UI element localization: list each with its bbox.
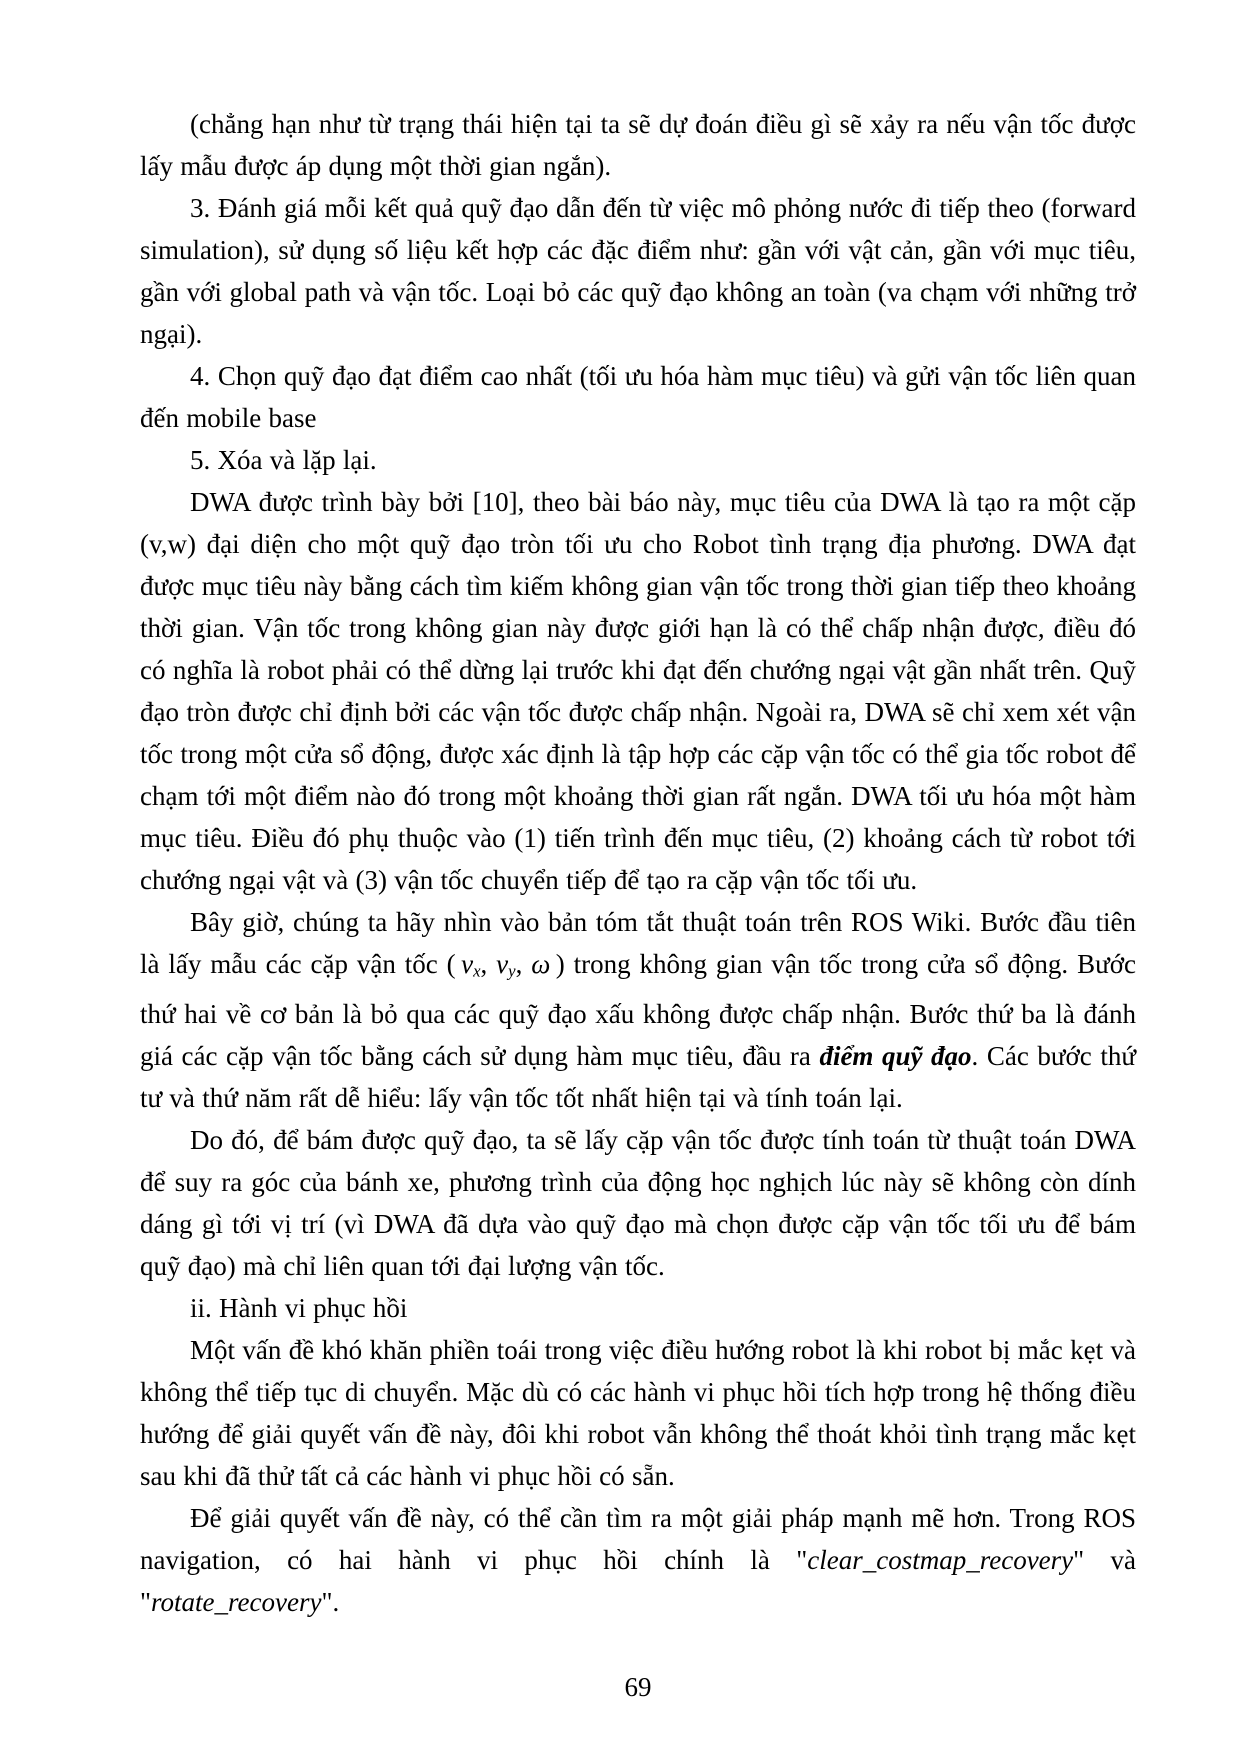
text-run: ) trong không gian vận tốc trong cửa sổ động. Bước thứ hai về cơ bản là bỏ qua các quỹ đạo xấu không được chấp nhận. Bước thứ ba là đánh giá các cặp vận tốc bằng cách sử dụng hàm mục tiêu, đầu ra xyxy=(140,949,1136,1071)
paragraph xyxy=(140,103,1136,187)
text-run: (chẳng hạn như từ trạng thái hiện tại ta sẽ dự đoán điều gì sẽ xảy ra nếu vận tốc được lấy mẫu được áp dụng một thời gian ngắn). xyxy=(140,109,1136,181)
paragraph xyxy=(140,439,1136,481)
italic-text-run: rotate_recovery xyxy=(151,1586,322,1617)
text-run: . Các bước thứ tư và thứ năm rất dễ hiểu: lấy vận tốc tốt nhất hiện tại và tính toán lại. xyxy=(140,1040,1136,1113)
italic-text-run: v xyxy=(461,949,474,979)
italic-text-run: clear_costmap_recovery xyxy=(807,1544,1074,1575)
text-run: 3. Đánh giá mỗi kết quả quỹ đạo dẫn đến từ việc mô phỏng nước đi tiếp theo (forward simulation), sử dụng số liệu kết hợp các đặc điểm như: gần với vật cản, gần với mục tiêu, gần với global path và vận tốc. Loại bỏ các quỹ đạo không an toàn (va chạm với những trở ngại). xyxy=(140,193,1136,349)
page-number: 69 xyxy=(624,1672,652,1702)
paragraph xyxy=(140,1119,1136,1287)
italic-text-run: v xyxy=(496,949,509,979)
page-content xyxy=(140,103,1136,1623)
paragraph xyxy=(140,481,1136,901)
subscript-text-run: y xyxy=(508,961,516,981)
text-run: , xyxy=(480,949,497,979)
italic-text-run: ω xyxy=(531,949,551,979)
paragraph xyxy=(140,1497,1136,1623)
text-run: DWA được trình bày bởi [10], theo bài báo này, mục tiêu của DWA là tạo ra một cặp (v,w) đại diện cho một quỹ đạo tròn tối ưu cho Robot tình trạng địa phương. DWA đạt được mục tiêu này bằng cách tìm kiếm không gian vận tốc trong thời gian tiếp theo khoảng thời gian. Vận tốc trong không gian này được giới hạn là có thể chấp nhận được, điều đó có nghĩa là robot phải có thể dừng lại trước khi đạt đến chướng ngại vật gần nhất trên. Quỹ đạo tròn được chỉ định bởi các vận tốc được chấp nhận. Ngoài ra, DWA sẽ chỉ xem xét vận tốc trong một cửa sổ động, được xác định là tập hợp các cặp vận tốc có thể gia tốc robot để chạm tới một điểm nào đó trong một khoảng thời gian rất ngắn. DWA tối ưu hóa một hàm mục tiêu. Điều đó phụ thuộc vào (1) tiến trình đến mục tiêu, (2) khoảng cách từ robot tới chướng ngại vật và (3) vận tốc chuyển tiếp để tạo ra cặp vận tốc tối ưu. xyxy=(140,487,1136,895)
paragraph xyxy=(140,187,1136,355)
page-footer xyxy=(140,1672,1136,1702)
subscript-text-run: x xyxy=(473,961,481,981)
text-run: Để giải quyết vấn đề này, có thể cần tìm ra một giải pháp mạnh mẽ hơn. Trong ROS navigation, có hai hành vi phục hồi chính là " xyxy=(140,1502,1136,1575)
paragraph xyxy=(140,1287,1136,1329)
text-run: " và " xyxy=(140,1544,1137,1617)
text-run: Do đó, để bám được quỹ đạo, ta sẽ lấy cặp vận tốc được tính toán từ thuật toán DWA để suy ra góc của bánh xe, phương trình của động học nghịch lúc này sẽ không còn dính dáng gì tới vị trí (vì DWA đã dựa vào quỹ đạo mà chọn được cặp vận tốc tối ưu để bám quỹ đạo) mà chỉ liên quan tới đại lượng vận tốc. xyxy=(140,1124,1136,1281)
text-run: 4. Chọn quỹ đạo đạt điểm cao nhất (tối ưu hóa hàm mục tiêu) và gửi vận tốc liên quan đến mobile base xyxy=(140,361,1136,433)
paragraph xyxy=(140,355,1136,439)
text-run: ". xyxy=(321,1586,340,1617)
text-run: , xyxy=(515,949,532,979)
bold-italic-text-run: điểm quỹ đạo xyxy=(819,1040,972,1071)
text-run: ii. Hành vi phục hồi xyxy=(190,1292,408,1323)
text-run: Bây giờ, chúng ta hãy nhìn vào bản tóm tắt thuật toán trên ROS Wiki. Bước đầu tiên là lấy mẫu các cặp vận tốc ( xyxy=(140,907,1136,979)
paragraph xyxy=(140,1329,1136,1497)
text-run: Một vấn đề khó khăn phiền toái trong việc điều hướng robot là khi robot bị mắc kẹt và không thể tiếp tục di chuyển. Mặc dù có các hành vi phục hồi tích hợp trong hệ thống điều hướng để giải quyết vấn đề này, đôi khi robot vẫn không thể thoát khỏi tình trạng mắc kẹt sau khi đã thử tất cả các hành vi phục hồi có sẵn. xyxy=(140,1334,1136,1491)
text-run: 5. Xóa và lặp lại. xyxy=(190,445,377,475)
paragraph xyxy=(140,901,1136,1119)
